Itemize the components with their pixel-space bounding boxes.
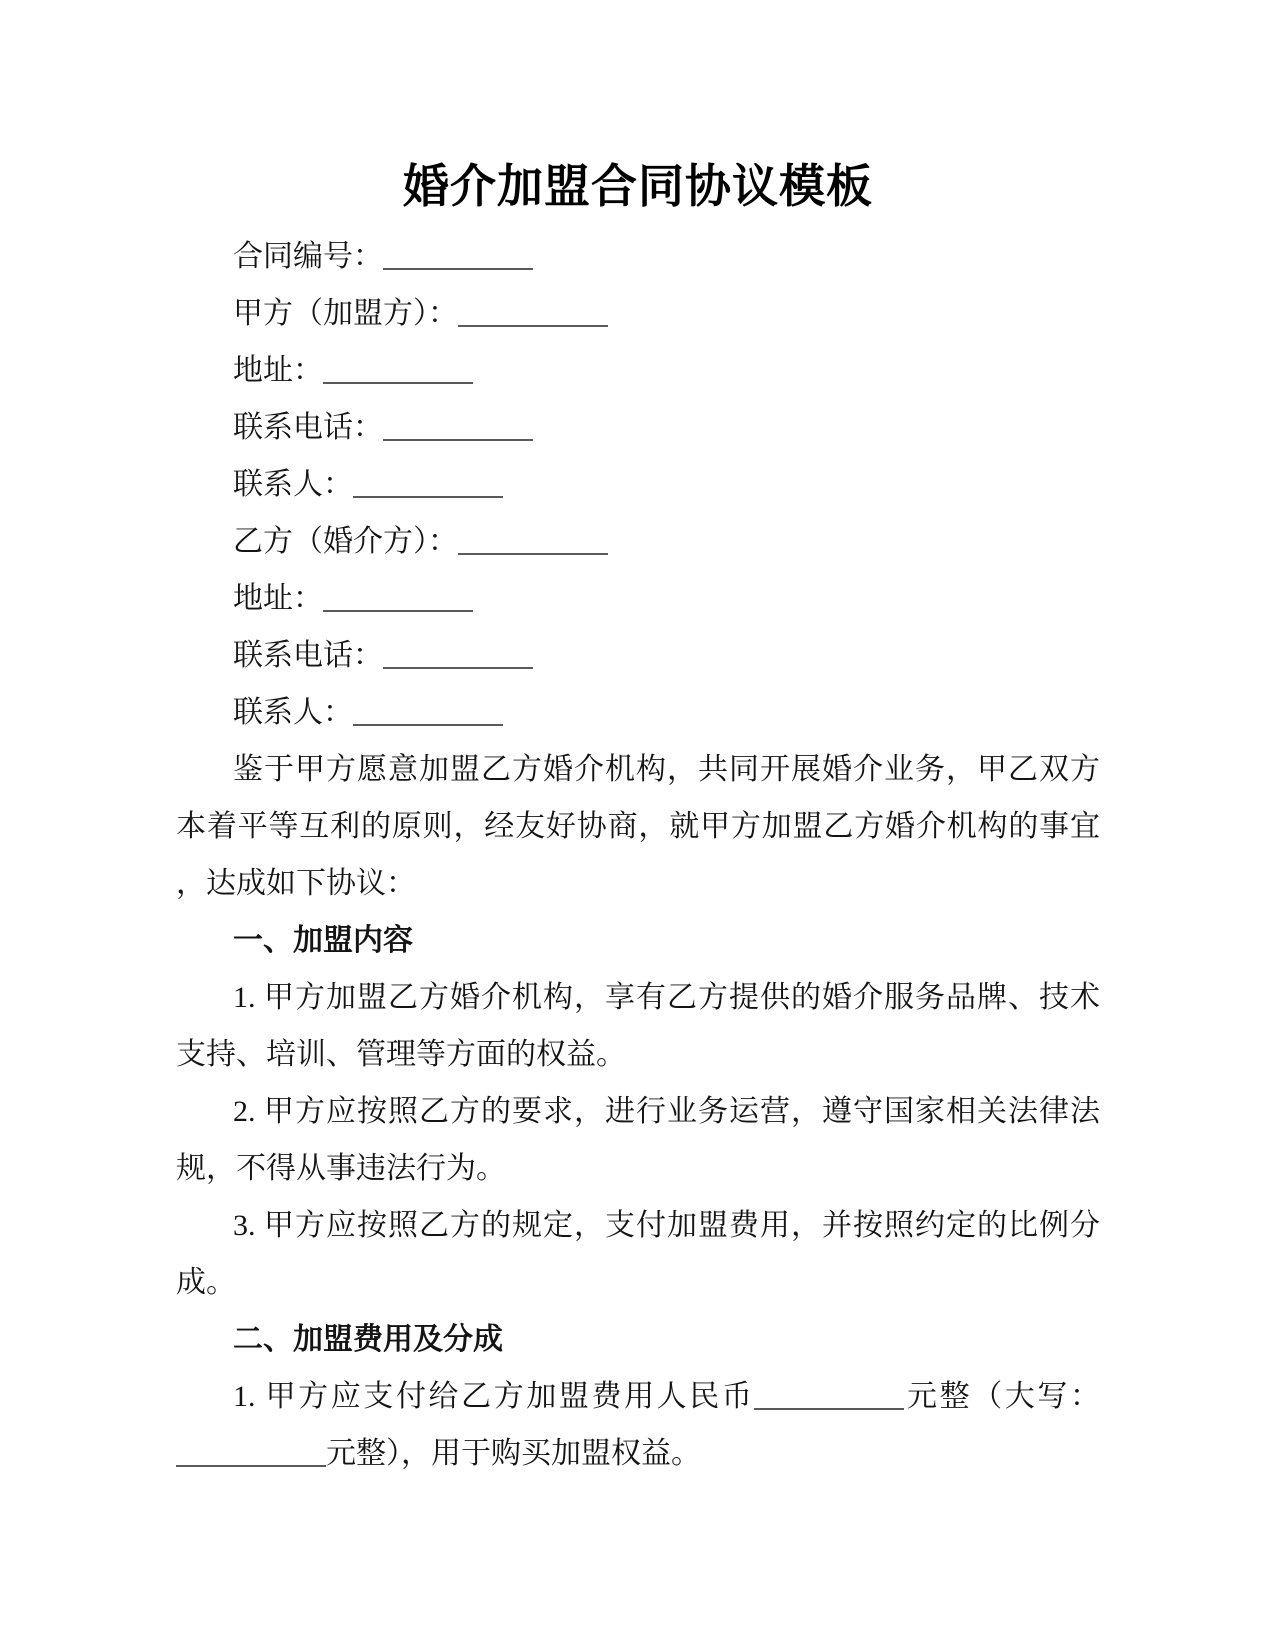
paragraph-line: 1. 甲方加盟乙方婚介机构，享有乙方提供的婚介服务品牌、技术 bbox=[233, 981, 1100, 1014]
paragraph-line: ，达成如下协议： bbox=[176, 867, 416, 900]
field-line bbox=[176, 684, 1100, 741]
field-line bbox=[176, 285, 1100, 342]
blank-underline bbox=[323, 382, 473, 384]
field-line bbox=[176, 513, 1100, 570]
blank-underline bbox=[353, 724, 503, 726]
blank-underline bbox=[383, 268, 533, 270]
field-line bbox=[176, 456, 1100, 513]
blank-underline bbox=[458, 553, 608, 555]
field-line bbox=[176, 627, 1100, 684]
document-title: 婚介加盟合同协议模板 bbox=[403, 161, 873, 212]
field-label: 合同编号： bbox=[233, 240, 383, 273]
field-label: 联系电话： bbox=[233, 411, 383, 444]
paragraph-line: 鉴于甲方愿意加盟乙方婚介机构，共同开展婚介业务，甲乙双方 bbox=[233, 753, 1100, 786]
section-heading: 二、加盟费用及分成 bbox=[233, 1323, 503, 1356]
field-label: 地址： bbox=[233, 354, 323, 387]
blank-underline bbox=[176, 1465, 326, 1467]
blank-underline bbox=[353, 496, 503, 498]
field-line bbox=[176, 342, 1100, 399]
paragraph-line: 本着平等互利的原则，经友好协商，就甲方加盟乙方婚介机构的事宜 bbox=[176, 810, 1100, 843]
blank-underline bbox=[383, 439, 533, 441]
paragraph-line: 规，不得从事违法行为。 bbox=[176, 1152, 506, 1185]
blank-underline bbox=[383, 667, 533, 669]
field-line bbox=[176, 570, 1100, 627]
paragraph-line: 支持、培训、管理等方面的权益。 bbox=[176, 1038, 626, 1071]
text-run: 1. 甲方应支付给乙方加盟费用人民币 bbox=[233, 1380, 755, 1413]
paragraph-line: 2. 甲方应按照乙方的要求，进行业务运营，遵守国家相关法律法 bbox=[233, 1095, 1100, 1128]
field-label: 乙方（婚介方）： bbox=[233, 525, 458, 558]
field-label: 联系电话： bbox=[233, 639, 383, 672]
field-line bbox=[176, 399, 1100, 456]
field-line bbox=[176, 228, 1100, 285]
paragraph-line bbox=[176, 1368, 1100, 1425]
field-label: 甲方（加盟方）： bbox=[233, 297, 458, 330]
document-body bbox=[176, 228, 1100, 1482]
blank-underline bbox=[754, 1408, 904, 1410]
text-run: 元整），用于购买加盟权益。 bbox=[326, 1437, 701, 1470]
paragraph-line: 3. 甲方应按照乙方的规定，支付加盟费用，并按照约定的比例分 bbox=[233, 1209, 1100, 1242]
field-label: 联系人： bbox=[233, 468, 353, 501]
section-heading: 一、加盟内容 bbox=[233, 924, 413, 957]
field-label: 联系人： bbox=[233, 696, 353, 729]
text-run: 元整（大写： bbox=[904, 1380, 1101, 1413]
blank-underline bbox=[323, 610, 473, 612]
blank-underline bbox=[458, 325, 608, 327]
paragraph-line bbox=[176, 1425, 1100, 1482]
paragraph-line: 成。 bbox=[176, 1266, 236, 1299]
field-label: 地址： bbox=[233, 582, 323, 615]
